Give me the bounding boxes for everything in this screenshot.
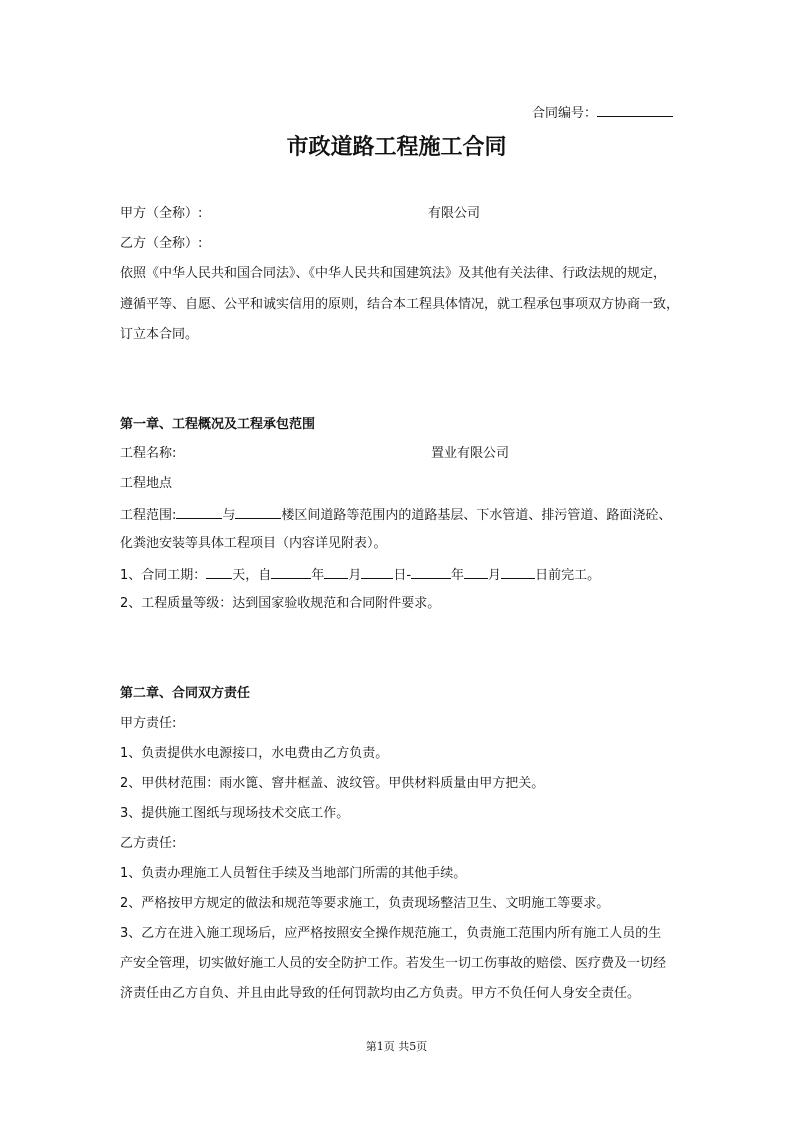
contract-number-label: 合同编号： xyxy=(532,106,598,121)
project-location-label: 工程地点 xyxy=(120,476,173,491)
party-b-responsibility-heading: 乙方责任: xyxy=(120,836,177,851)
party-b-label: 乙方（全称）: xyxy=(120,236,203,251)
page-footer: 第1页 共5页 xyxy=(365,1040,428,1053)
chapter2-heading: 第二章、合同双方责任 xyxy=(120,686,251,701)
contract-number-blank xyxy=(597,104,673,117)
list-item: 1、负责提供水电源接口，水电费由乙方负责。 xyxy=(120,746,389,761)
period-month: 月 xyxy=(488,568,502,583)
period-suffix: 日前完工。 xyxy=(535,568,601,583)
period-day: 日- xyxy=(393,568,412,583)
list-item-continuation: 产安全管理，切实做好施工人员的安全防护工作。若发生一切工伤事故的赔偿、医疗费及一切经 xyxy=(120,956,667,971)
period-year: 年 xyxy=(451,568,465,583)
chapter1-heading: 第一章、工程概况及工程承包范围 xyxy=(120,417,316,432)
list-item: 2、严格按甲方规定的做法和规范等要求施工，负责现场整洁卫生、文明施工等要求。 xyxy=(120,896,610,911)
list-item: 3、乙方在进入施工现场后，应严格按照安全操作规范施工，负责施工范围内所有施工人员的生 xyxy=(120,926,662,941)
list-item-continuation: 济责任由乙方自负、并且由此导致的任何罚款均由乙方负责。甲方不负任何人身安全责任。 xyxy=(120,986,641,1001)
year-blank xyxy=(411,566,451,579)
days-blank xyxy=(206,566,232,579)
party-a-company: 有限公司 xyxy=(428,206,481,221)
scope-blank xyxy=(235,506,281,519)
preamble-line: 依照《中华人民共和国合同法》、《中华人民共和国建筑法》及其他有关法律、行政法规的规定， xyxy=(120,266,667,281)
year-blank xyxy=(271,566,311,579)
contract-period xyxy=(120,566,600,584)
project-name-company: 置业有限公司 xyxy=(431,446,510,461)
party-a-responsibility-heading: 甲方责任: xyxy=(120,716,177,731)
scope-and: 与 xyxy=(222,508,236,523)
day-blank xyxy=(361,566,393,579)
list-item: 1、负责办理施工人员暂住手续及当地部门所需的其他手续。 xyxy=(120,866,467,881)
month-blank xyxy=(464,566,488,579)
day-blank xyxy=(501,566,535,579)
preamble-line: 遵循平等、自愿、公平和诚实信用的原则，结合本工程具体情况，就工程承包事项双方协商一致， xyxy=(120,297,680,312)
period-year: 年 xyxy=(311,568,325,583)
scope-rest: 楼区间道路等范围内的道路基层、下水管道、排污管道、路面浇砼、 xyxy=(281,508,672,523)
contract-number xyxy=(532,104,673,122)
preamble-line: 订立本合同。 xyxy=(120,327,199,342)
quality-grade: 2、工程质量等级：达到国家验收规范和合同附件要求。 xyxy=(120,596,441,611)
project-scope-line xyxy=(120,506,671,524)
month-blank xyxy=(324,566,348,579)
list-item: 3、提供施工图纸与现场技术交底工作。 xyxy=(120,806,350,821)
scope-prefix: 工程范围: xyxy=(120,508,177,523)
project-scope-line2: 化粪池安装等具体工程项目（内容详见附表）。 xyxy=(120,536,387,551)
period-days: 天，自 xyxy=(232,568,272,583)
project-name-label: 工程名称: xyxy=(120,446,177,461)
scope-blank xyxy=(176,506,222,519)
period-month: 月 xyxy=(348,568,362,583)
period-prefix: 1、合同工期： xyxy=(120,568,207,583)
document-title: 市政道路工程施工合同 xyxy=(286,134,507,160)
party-a-label: 甲方（全称）: xyxy=(120,206,203,221)
list-item: 2、甲供材范围：雨水篦、窨井框盖、波纹管。甲供材料质量由甲方把关。 xyxy=(120,776,545,791)
